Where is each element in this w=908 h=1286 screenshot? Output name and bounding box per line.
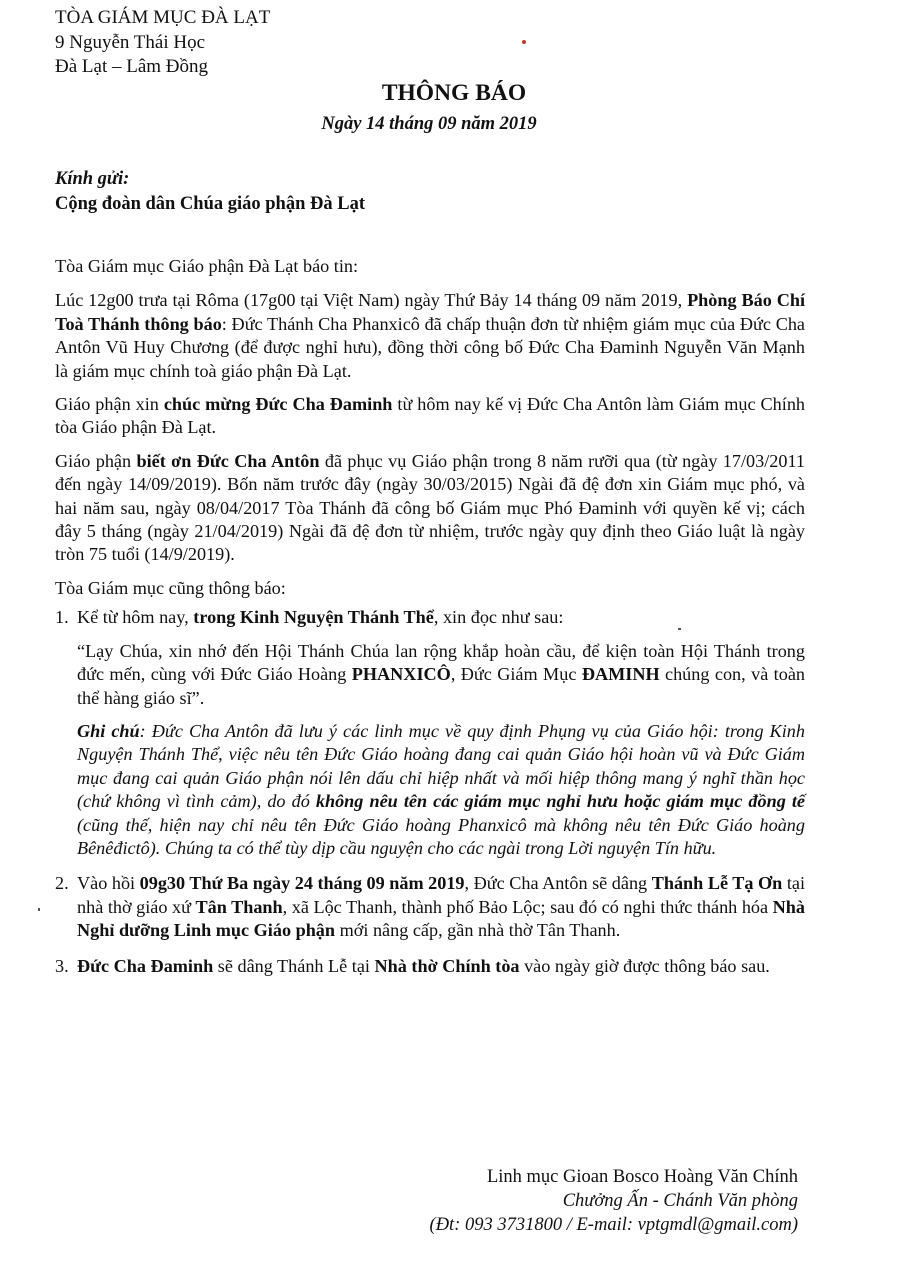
- paragraph-gratitude: [55, 450, 805, 567]
- list-number: 2.: [55, 873, 69, 894]
- signer-contact: (Đt: 093 3731800 / E-mail: vptgmdl@gmail.com): [429, 1215, 798, 1235]
- text-run: “Lạy Chúa, xin nhớ đến Hội Thánh Chúa lan rộng khắp hoàn cầu, để kiện toàn Hội Thánh trong đức mến, cùng với Đức Giáo Hoàng: [77, 640, 805, 685]
- list-item-body: [77, 606, 805, 860]
- signer-name: Linh mục Gioan Bosco Hoàng Văn Chính: [486, 1167, 798, 1187]
- bold-run: Nhà thờ Chính tòa: [374, 955, 520, 976]
- text-run: , Đức Giám Mục: [450, 664, 582, 685]
- document-date: Ngày 14 tháng 09 năm 2019: [321, 114, 537, 134]
- text-run: tại nhà thờ giáo xứ: [77, 873, 806, 917]
- bold-run: chúc mừng Đức Cha Đaminh: [163, 394, 393, 415]
- text-run: : Đức Thánh Cha Phanxicô đã chấp thuận đơn từ nhiệm giám mục của Đức Cha Antôn Vũ Huy Chương (để được nghỉ hưu), đồng thời công bố Đức Cha Đaminh Nguyễn Văn Mạnh là giám mục chính toà giáo phận Đà Lạt.: [55, 313, 805, 381]
- text-run: , xin đọc như sau:: [433, 607, 564, 628]
- text-run: : Đức Cha Antôn đã lưu ý các linh mục về quy định Phụng vụ của Giáo hội: trong Kinh Nguyện Thánh Thể, việc nêu tên Đức Giáo hoàng đang cai quản Giáo hội hoàn vũ và Đức Giám mục đang cai quản Giáo phận nói lên dấu chỉ hiệp nhất và mối hiệp thông mang ý nghĩ thần học (chứ không vì tình cảm), do đó: [77, 720, 805, 812]
- bold-run: Tân Thanh: [195, 896, 283, 917]
- text-run: mới nâng cấp, gần nhà thờ Tân Thanh.: [335, 920, 621, 941]
- bold-run: biết ơn Đức Cha Antôn: [136, 450, 320, 471]
- list-item: [55, 955, 805, 978]
- red-speck: [522, 40, 526, 44]
- letterhead-org: TÒA GIÁM MỤC ĐÀ LẠT: [55, 7, 271, 28]
- note-block: [77, 720, 805, 860]
- list-item: [55, 872, 805, 942]
- list-number: 1.: [55, 607, 69, 628]
- text-run: Giáo phận xin: [55, 394, 164, 415]
- text-run: , xã Lộc Thanh, thành phố Bảo Lộc; sau đó có nghi thức thánh hóa: [282, 896, 773, 917]
- text-run: vào ngày giờ được thông báo sau.: [519, 955, 770, 976]
- bold-run: Nhà Nghỉ dưỡng Linh mục Giáo phận: [77, 896, 805, 941]
- signer-role: Chưởng Ấn - Chánh Văn phòng: [562, 1191, 798, 1211]
- note-label: Ghi chú: [77, 720, 140, 741]
- paragraph-also-announce: Tòa Giám mục cũng thông báo:: [55, 577, 286, 598]
- text-run: , Đức Cha Antôn sẽ dâng: [464, 873, 652, 894]
- paragraph-announcement: [55, 289, 805, 383]
- greeting: Kính gửi:: [55, 169, 130, 189]
- bold-run: Phòng Báo Chí Toà Thánh thông báo: [55, 290, 806, 334]
- text-run: đã phục vụ Giáo phận trong 8 năm rưỡi qua (từ ngày 17/03/2011 đến ngày 14/09/2019). Bốn năm trước đây (ngày 30/03/2015) Ngài đã đệ đơn xin Giám mục phó, và hai năm sau, ngày 08/04/2017 Tòa Thánh đã công bố Giám mục Phó Đaminh với quyền kế vị; cách đây 5 tháng (ngày 21/04/2019) Ngài đã đệ đơn từ nhiệm, trước ngày quy định theo Giáo luật là ngày tròn 75 tuổi (14/9/2019).: [55, 450, 805, 565]
- letterhead-city: Đà Lạt – Lâm Đồng: [55, 56, 209, 77]
- text-run: sẽ dâng Thánh Lễ tại: [213, 955, 375, 976]
- bold-run: 09g30 Thứ Ba ngày 24 tháng 09 năm 2019: [139, 873, 465, 894]
- letterhead-address: 9 Nguyễn Thái Học: [55, 31, 206, 53]
- text-run: chúng con, và toàn thể hàng giáo sĩ”.: [77, 664, 805, 708]
- letterhead: [55, 6, 270, 80]
- bold-run: trong Kinh Nguyện Thánh Thể: [193, 607, 434, 628]
- list-item: [55, 606, 805, 860]
- bold-run: không nêu tên các giám mục nghỉ hưu hoặc giám mục đồng tế: [315, 791, 805, 812]
- bold-run: PHANXICÔ: [351, 664, 451, 685]
- prayer-quote: [77, 640, 805, 710]
- text-run: Lúc 12g00 trưa tại Rôma (17g00 tại Việt Nam) ngày Thứ Bảy 14 tháng 09 năm 2019,: [55, 290, 688, 311]
- text-run: từ hôm nay kế vị Đức Cha Antôn làm Giám mục Chính tòa Giáo phận Đà Lạt.: [55, 394, 806, 438]
- list-item-body: [77, 872, 805, 942]
- list-number: 3.: [55, 955, 69, 976]
- bold-run: ĐAMINH: [581, 664, 660, 685]
- text-run: Kể từ hôm nay,: [77, 607, 194, 628]
- signature-block: [430, 1165, 798, 1237]
- text-run: Giáo phận: [55, 450, 137, 471]
- numbered-list: [55, 606, 805, 978]
- text-run: Vào hồi: [77, 873, 140, 894]
- bold-run: Thánh Lễ Tạ Ơn: [651, 873, 783, 894]
- document-title: THÔNG BÁO: [381, 80, 527, 106]
- paragraph-congratulations: [55, 393, 805, 440]
- recipient: Cộng đoàn dân Chúa giáo phận Đà Lạt: [55, 194, 365, 214]
- text-run: (cũng thế, hiện nay chỉ nêu tên Đức Giáo hoàng Phanxicô mà không nêu tên Đức Giáo hoàng Bênêđictô). Chúng ta có thể tùy dịp cầu nguyện cho các ngài trong Lời nguyện Tín hữu.: [77, 814, 805, 858]
- scan-speck: [38, 908, 40, 911]
- document-body: [55, 255, 805, 990]
- intro-paragraph: Tòa Giám mục Giáo phận Đà Lạt báo tin:: [55, 256, 359, 276]
- bold-run: Đức Cha Đaminh: [77, 955, 214, 976]
- list-item-body: [77, 955, 805, 978]
